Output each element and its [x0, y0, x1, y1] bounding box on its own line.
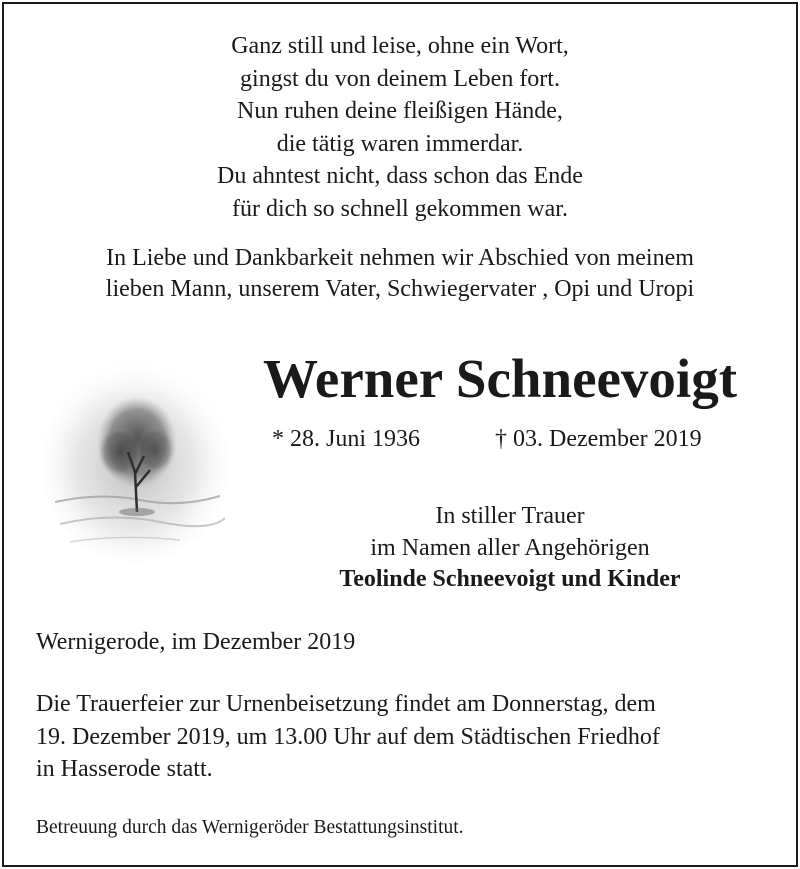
deceased-name: Werner Schneevoigt — [262, 348, 738, 409]
intro-line: In Liebe und Dankbarkeit nehmen wir Abschied von meinem — [106, 245, 694, 271]
poem-line: gingst du von deinem Leben fort. — [240, 65, 560, 92]
service-line: in Hasserode statt. — [36, 756, 213, 782]
service-line: 19. Dezember 2019, um 13.00 Uhr auf dem Städtischen Friedhof — [36, 723, 660, 750]
birth-date: * 28. Juni 1936 — [272, 426, 421, 452]
service-line: Die Trauerfeier zur Urnenbeisetzung findet am Donnerstag, dem — [36, 691, 656, 717]
intro-line: lieben Mann, unserem Vater, Schwiegervater , Opi und Uropi — [105, 276, 695, 302]
intro-text — [0, 243, 800, 305]
poem-line: für dich so schnell gekommen war. — [232, 195, 568, 222]
footer-note: Betreuung durch das Wernigeröder Bestattungsinstitut. — [36, 817, 464, 838]
mourners-line: In stiller Trauer — [435, 503, 585, 529]
tree-landscape-icon — [40, 352, 230, 562]
family-name: Teolinde Schneevoigt und Kinder — [339, 566, 681, 592]
poem-line: Du ahntest nicht, dass schon das Ende — [217, 163, 583, 189]
death-date: † 03. Dezember 2019 — [495, 426, 702, 452]
poem — [0, 30, 800, 225]
poem-line: die tätig waren immerdar. — [276, 130, 524, 157]
mourners-line: im Namen aller Angehörigen — [370, 534, 650, 561]
poem-line: Ganz still und leise, ohne ein Wort, — [231, 33, 569, 59]
place-date: Wernigerode, im Dezember 2019 — [36, 629, 356, 655]
service-info — [36, 688, 776, 786]
mourners — [300, 501, 720, 596]
poem-line: Nun ruhen deine fleißigen Hände, — [237, 98, 563, 124]
